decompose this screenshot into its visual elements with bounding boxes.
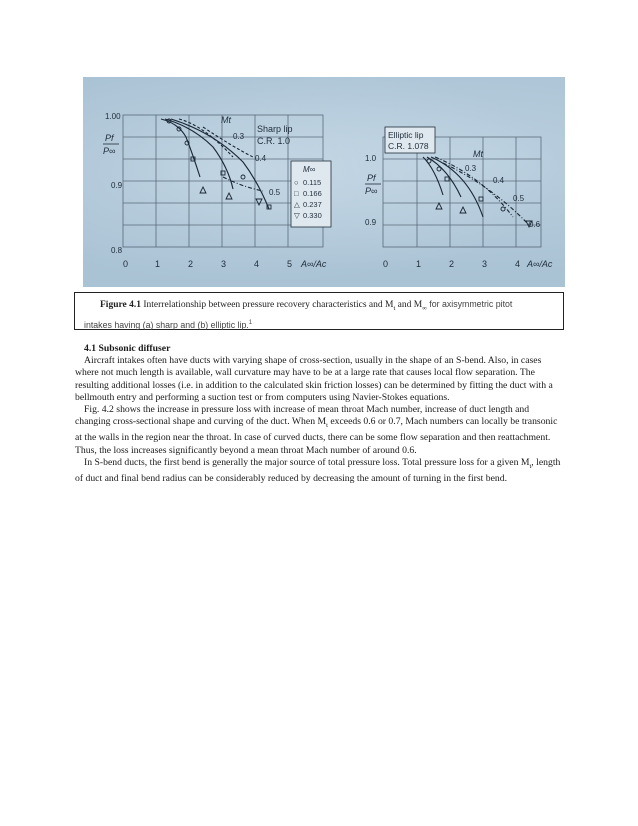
marker-b-6 — [479, 197, 483, 201]
legend-symbol-2: □ — [294, 189, 299, 198]
section-body — [75, 343, 563, 485]
legend-symbol-4: ▽ — [294, 211, 300, 220]
panel-a-curve-label-04: 0.4 — [255, 154, 267, 163]
panel-b-y-tick-2: 0.9 — [365, 218, 377, 227]
panel-b-x-label: A∞/Ac — [527, 259, 553, 269]
panel-b-curve-label-04: 0.4 — [493, 176, 505, 185]
paragraph-2-b: exceeds 0.6 or 0.7, Mach numbers can locally be transonic at the walls in the region near the throat. In case of curved ducts, there can be some flow separation and then reattachment. Thus, the loss increases significantly beyond a mean throat Mach number of around 0.6. — [75, 416, 558, 456]
panel-b-x-tick-0: 0 — [383, 259, 389, 269]
figure-plots — [83, 77, 565, 287]
panel-b-curve-label-06: 0.6 — [529, 220, 541, 229]
panel-a-x-tick-4: 4 — [254, 259, 260, 269]
legend-value-3: 0.237 — [303, 200, 322, 209]
panel-a-x-tick-5: 5 — [287, 259, 293, 269]
panel-a-curve-label-05: 0.5 — [269, 188, 281, 197]
marker-a-9 — [241, 175, 245, 179]
panel-a-y-label-top: Pf — [105, 133, 114, 143]
panel-b-x-tick-1: 1 — [416, 259, 422, 269]
curve-a-2 — [165, 119, 233, 189]
panel-b-grid — [383, 137, 541, 247]
panel-b-y-label-bottom: P∞ — [365, 186, 378, 196]
panel-b-x-tick-2: 2 — [449, 259, 455, 269]
panel-a-x-tick-2: 2 — [188, 259, 194, 269]
panel-a-curve-label-03: 0.3 — [233, 132, 245, 141]
paragraph-3-sub: t — [529, 462, 532, 470]
caption-ref: 1 — [248, 319, 253, 326]
legend-value-2: 0.166 — [303, 189, 322, 198]
marker-b-7 — [501, 207, 505, 211]
caption-line2: intakes having (a) sharp and (b) elliptic lip. — [84, 320, 249, 331]
panel-a-x-tick-3: 3 — [221, 259, 227, 269]
marker-b-2 — [437, 167, 441, 171]
legend-title: M∞ — [303, 165, 316, 174]
paragraph-2 — [75, 404, 563, 457]
panel-b-y-label-top: Pf — [367, 173, 376, 183]
panel-b-x-tick-3: 3 — [482, 259, 488, 269]
caption-text-c: for axisymmetric pitot — [426, 299, 513, 309]
caption-sub-inf: ∞ — [422, 304, 427, 312]
panel-b-curve-label-05: 0.5 — [513, 194, 525, 203]
panel-b-title-2: C.R. 1.078 — [388, 141, 429, 151]
panel-b-title-1: Elliptic lip — [388, 130, 424, 140]
curve-b-1 — [423, 157, 443, 195]
panel-a-title-1: Sharp lip — [257, 124, 293, 134]
figure-photo — [83, 77, 565, 287]
panel-a-x-tick-0: 0 — [123, 259, 129, 269]
panel-a-y-tick-2: 0.9 — [111, 181, 123, 190]
legend-value-4: 0.330 — [303, 211, 322, 220]
legend-value-1: 0.115 — [303, 178, 322, 187]
panel-a-y-tick-3: 0.8 — [111, 246, 123, 255]
marker-a-8 — [256, 199, 262, 205]
marker-b-1 — [427, 159, 431, 163]
panel-a-curves — [161, 119, 269, 209]
paragraph-3-b: , length of duct and final bend radius can be considerably reduced by decreasing the amount of turning in the first bend. — [75, 456, 561, 484]
panel-a-title-2: C.R. 1.0 — [257, 136, 291, 146]
caption-text-a: Interrelationship between pressure recovery characteristics and M — [141, 300, 394, 310]
panel-b-curve-label-03: 0.3 — [465, 164, 477, 173]
panel-b-mt-label: Mt — [473, 149, 483, 159]
panel-b-x-tick-4: 4 — [515, 259, 521, 269]
panel-a-y-tick-1: 1.00 — [105, 112, 121, 121]
marker-a-7 — [226, 193, 232, 199]
marker-b-5 — [460, 207, 466, 213]
panel-a-x-tick-1: 1 — [155, 259, 161, 269]
marker-b-3 — [445, 177, 449, 181]
curve-a-3 — [171, 119, 269, 209]
section-heading: 4.1 Subsonic diffuser — [84, 343, 171, 354]
caption-text-b: and M — [395, 300, 423, 310]
panel-b-y-tick-1: 1.0 — [365, 154, 377, 163]
figure-caption — [84, 297, 560, 333]
caption-label: Figure 4.1 — [100, 300, 141, 310]
paragraph-3-a: In S-bend ducts, the first bend is generally the major source of total pressure loss. Total pressure loss for a given M — [84, 456, 530, 468]
panel-a-mt-label: Mt — [221, 115, 231, 125]
panel-a-x-label: A∞/Ac — [301, 259, 327, 269]
caption-sub-t: t — [393, 304, 396, 312]
paragraph-3 — [75, 457, 563, 485]
marker-b-4 — [436, 203, 442, 209]
legend-symbol-3: △ — [294, 200, 300, 209]
panel-a-y-label-bottom: P∞ — [103, 146, 116, 156]
legend-symbol-1: ○ — [294, 178, 299, 187]
marker-a-6 — [200, 187, 206, 193]
paragraph-1: Aircraft intakes often have ducts with varying shape of cross-section, usually in the shape of an S-bend. Also, in cases where not much length is available, wall curvature may have to be at a large rate that causes local flow separation. The resulting additional losses (i.e. in addition to the calculated skin friction losses) can be determined by fitting the duct with a bellmouth entry and performing a suction test or from computers using Navier-Stokes equations. — [75, 355, 553, 403]
paragraph-2-sub: t — [326, 422, 328, 430]
figure-caption-box — [74, 292, 564, 330]
paragraph-2-a: Fig. 4.2 shows the increase in pressure loss with increase of mean throat Mach number, increase of duct length and changing cross-sectional shape and curving of the duct. When M — [75, 404, 530, 428]
